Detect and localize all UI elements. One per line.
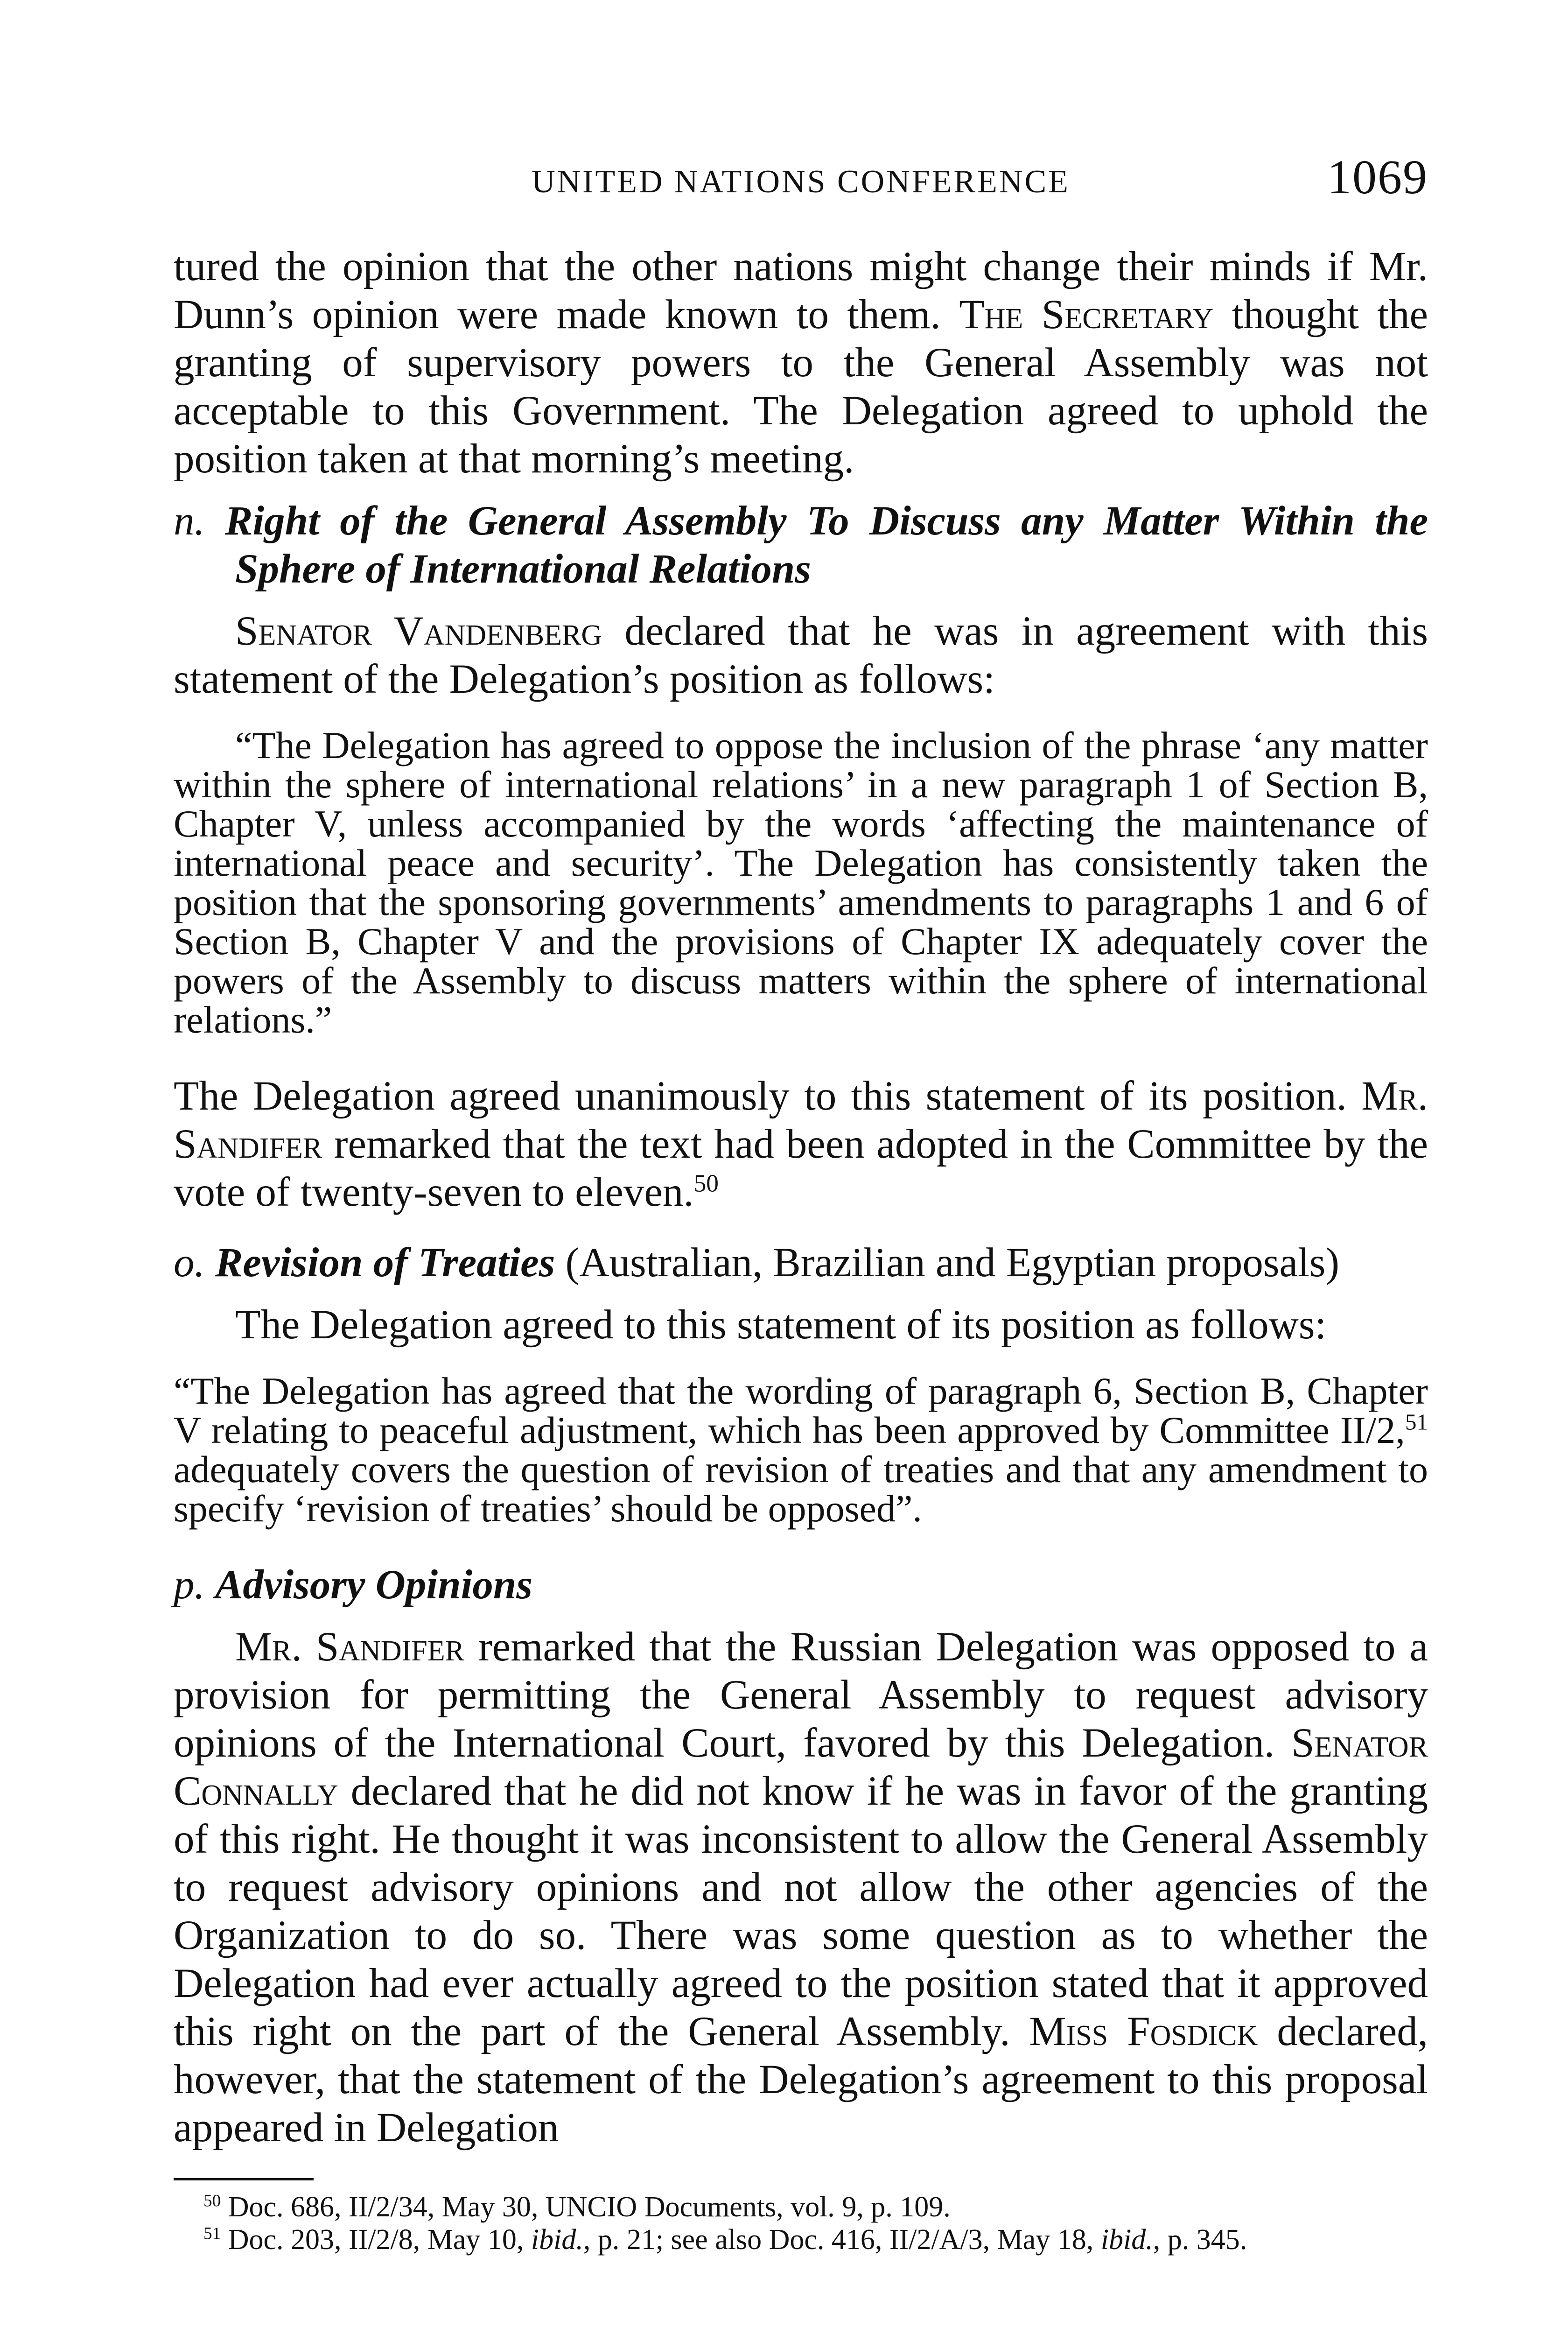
footnote-ibid: ibid. <box>1100 2224 1153 2256</box>
speaker-name: Miss Fosdick <box>1029 2009 1258 2054</box>
footnote-ref-51: 51 <box>1405 1409 1428 1435</box>
footnote-number: 51 <box>203 2224 221 2243</box>
section-title: Revision of Treaties <box>215 1240 555 1286</box>
footnote-number: 50 <box>203 2191 221 2211</box>
paragraph-text: tured the opinion that the other nations might change their minds if Mr. Dunn’s opinion were made known to them. <box>174 244 1428 337</box>
footnote-51 <box>174 2223 1428 2256</box>
paragraph-unanimous <box>174 1072 1428 1216</box>
paragraph-text: remarked that the Russian Delegation was opposed to a provision for permitting the General Assembly to request advisory opinions of the International Court, favored by this Delegation. <box>174 1624 1428 1766</box>
quote-text: “The Delegation has agreed that the wording of paragraph 6, Section B, Chapter V relating to peaceful adjustment, which has been approved by Committee II/2, <box>174 1370 1428 1451</box>
block-quote-treaties <box>174 1371 1428 1528</box>
speaker-name: Senator Vandenberg <box>235 608 602 654</box>
speaker-name: Mr. Sandifer <box>235 1624 464 1670</box>
section-heading-n <box>174 497 1428 593</box>
page-header <box>174 150 1428 210</box>
quote-text: adequately covers the question of revision of treaties and that any amendment to specify ‘revision of treaties’ should be opposed”. <box>174 1448 1428 1530</box>
footnote-text: , p. 21; see also Doc. 416, II/2/A/3, May 18, <box>583 2224 1101 2256</box>
section-letter: n. <box>174 498 205 544</box>
paragraph-text: remarked that the text had been adopted in the Committee by the vote of twenty-seven to eleven. <box>174 1121 1428 1215</box>
section-heading-o <box>174 1239 1428 1287</box>
paragraph-vandenberg <box>174 607 1428 703</box>
paragraph-text: thought the granting of supervisory powers to the General Assembly was not acceptable to this Government. The Delegation agreed to uphold the position taken at that morning’s meeting. <box>174 292 1428 482</box>
footnote-text: , p. 345. <box>1153 2224 1247 2256</box>
footnote-ibid: ibid. <box>531 2224 583 2256</box>
paragraph-text: declared, however, that the statement of the Delegation’s agreement to this proposal appeared in Delegation <box>174 2009 1428 2151</box>
section-title: Advisory Opinions <box>215 1562 532 1608</box>
footnote-50 <box>174 2191 1428 2223</box>
section-subtitle: (Australian, Brazilian and Egyptian proposals) <box>555 1240 1340 1286</box>
paragraph-text: declared that he did not know if he was in favor of the granting of this right. He thought it was inconsistent to allow the General Assembly to request advisory opinions and not allow the other agencies of the Organization to do so. There was some question as to whether the Delegation had ever actually agreed to the position stated that it approved this right on the part of the General Assembly. <box>174 1768 1428 2054</box>
section-title: Right of the General Assembly To Discuss any Matter Within the Sphere of International Relations <box>225 498 1428 592</box>
section-heading-p <box>174 1561 1428 1609</box>
running-title: UNITED NATIONS CONFERENCE <box>532 164 1070 200</box>
page-body <box>174 243 1428 2256</box>
speaker-name: The Secretary <box>959 292 1214 337</box>
speaker-name: Mr. Sandifer <box>174 1073 1428 1167</box>
footnote-text: Doc. 686, II/2/34, May 30, UNCIO Documents, vol. 9, p. 109. <box>221 2191 951 2223</box>
block-quote-sphere: “The Delegation has agreed to oppose the inclusion of the phrase ‘any matter within the sphere of international relations’ in a new paragraph 1 of Section B, Chapter V, unless accompanied by the words ‘affecting the maintenance of international peace and security’. The Delegation has consistently taken the position that the sponsoring governments’ amendments to paragraphs 1 and 6 of Section B, Chapter V and the provisions of Chapter IX adequately cover the powers of the Assembly to discuss matters within the sphere of international relations.” <box>174 724 1428 1041</box>
footnote-divider <box>174 2178 314 2180</box>
section-letter: o. <box>174 1240 205 1286</box>
footnote-ref-50: 50 <box>693 1169 719 1197</box>
paragraph-text: declared that he was in agreement with this statement of the Delegation’s position as follows: <box>174 608 1428 702</box>
paragraph-agreed-statement: The Delegation agreed to this statement of its position as follows: <box>235 1302 1327 1348</box>
page-number: 1069 <box>1327 150 1428 204</box>
speaker-name: Senator Connally <box>174 1720 1428 1814</box>
paragraph-advisory <box>174 1623 1428 2152</box>
paragraph-secretary <box>174 243 1428 483</box>
footnote-text: Doc. 203, II/2/8, May 10, <box>221 2224 531 2256</box>
paragraph-text: The Delegation agreed unanimously to this statement of its position. <box>174 1073 1362 1119</box>
section-letter: p. <box>174 1562 205 1608</box>
